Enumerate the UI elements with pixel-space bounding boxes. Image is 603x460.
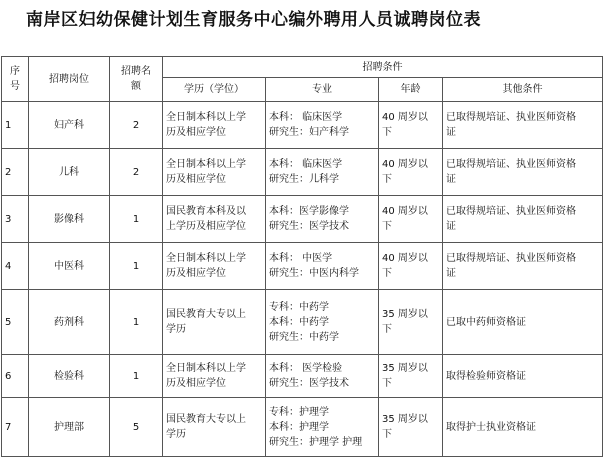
table-row bbox=[2, 398, 603, 457]
cell-education: 国民教育大专以上 学历 bbox=[163, 290, 266, 355]
cell-position: 药剂科 bbox=[29, 290, 110, 355]
cell-position: 影像科 bbox=[29, 196, 110, 243]
cell-age: 35 周岁以 下 bbox=[379, 355, 443, 398]
cell-major: 本科： 临床医学 研究生：儿科学 bbox=[266, 149, 379, 196]
header-major: 专业 bbox=[266, 78, 379, 102]
cell-position: 检验科 bbox=[29, 355, 110, 398]
cell-major: 本科： 临床医学 研究生：妇产科学 bbox=[266, 102, 379, 149]
cell-seq: 4 bbox=[2, 243, 29, 290]
table-row bbox=[2, 355, 603, 398]
cell-major: 专科：中药学 本科：中药学 研究生：中药学 bbox=[266, 290, 379, 355]
cell-major: 本科： 医学检验 研究生：医学技术 bbox=[266, 355, 379, 398]
cell-other: 已取得规培证、执业医师资格 证 bbox=[443, 243, 603, 290]
page-title: 南岸区妇幼保健计划生育服务中心编外聘用人员诚聘岗位表 bbox=[26, 10, 481, 30]
cell-position: 护理部 bbox=[29, 398, 110, 457]
cell-seq: 5 bbox=[2, 290, 29, 355]
cell-quota: 2 bbox=[110, 102, 163, 149]
header-education: 学历（学位） bbox=[163, 78, 266, 102]
cell-education: 全日制本科以上学 历及相应学位 bbox=[163, 102, 266, 149]
cell-other: 取得检验师资格证 bbox=[443, 355, 603, 398]
table-row bbox=[2, 102, 603, 149]
cell-age: 35 周岁以 下 bbox=[379, 398, 443, 457]
cell-position: 中医科 bbox=[29, 243, 110, 290]
cell-quota: 1 bbox=[110, 243, 163, 290]
cell-seq: 2 bbox=[2, 149, 29, 196]
cell-quota: 5 bbox=[110, 398, 163, 457]
header-conditions: 招聘条件 bbox=[163, 57, 603, 78]
header-age: 年龄 bbox=[379, 78, 443, 102]
cell-major: 本科：医学影像学 研究生：医学技术 bbox=[266, 196, 379, 243]
cell-age: 40 周岁以 下 bbox=[379, 243, 443, 290]
header-seq: 序 号 bbox=[2, 57, 29, 102]
cell-seq: 7 bbox=[2, 398, 29, 457]
cell-quota: 1 bbox=[110, 355, 163, 398]
cell-education: 全日制本科以上学 历及相应学位 bbox=[163, 355, 266, 398]
cell-major: 本科： 中医学 研究生：中医内科学 bbox=[266, 243, 379, 290]
cell-age: 35 周岁以 下 bbox=[379, 290, 443, 355]
recruitment-table bbox=[1, 56, 603, 457]
cell-education: 国民教育大专以上 学历 bbox=[163, 398, 266, 457]
cell-quota: 1 bbox=[110, 196, 163, 243]
table-row bbox=[2, 243, 603, 290]
cell-quota: 2 bbox=[110, 149, 163, 196]
header-position: 招聘岗位 bbox=[29, 57, 110, 102]
cell-education: 全日制本科以上学 历及相应学位 bbox=[163, 149, 266, 196]
cell-seq: 6 bbox=[2, 355, 29, 398]
cell-seq: 1 bbox=[2, 102, 29, 149]
table-row bbox=[2, 196, 603, 243]
cell-other: 取得护士执业资格证 bbox=[443, 398, 603, 457]
table-row bbox=[2, 149, 603, 196]
cell-age: 40 周岁以 下 bbox=[379, 102, 443, 149]
cell-other: 已取中药师资格证 bbox=[443, 290, 603, 355]
cell-other: 已取得规培证、执业医师资格 证 bbox=[443, 149, 603, 196]
cell-education: 全日制本科以上学 历及相应学位 bbox=[163, 243, 266, 290]
cell-seq: 3 bbox=[2, 196, 29, 243]
header-quota: 招聘名 额 bbox=[110, 57, 163, 102]
cell-quota: 1 bbox=[110, 290, 163, 355]
cell-major: 专科：护理学 本科：护理学 研究生：护理学 护理 bbox=[266, 398, 379, 457]
cell-age: 40 周岁以 下 bbox=[379, 196, 443, 243]
cell-other: 已取得规培证、执业医师资格 证 bbox=[443, 102, 603, 149]
header-other: 其他条件 bbox=[443, 78, 603, 102]
table-row bbox=[2, 290, 603, 355]
cell-education: 国民教育本科及以 上学历及相应学位 bbox=[163, 196, 266, 243]
cell-age: 40 周岁以 下 bbox=[379, 149, 443, 196]
cell-other: 已取得规培证、执业医师资格 证 bbox=[443, 196, 603, 243]
cell-position: 儿科 bbox=[29, 149, 110, 196]
cell-position: 妇产科 bbox=[29, 102, 110, 149]
